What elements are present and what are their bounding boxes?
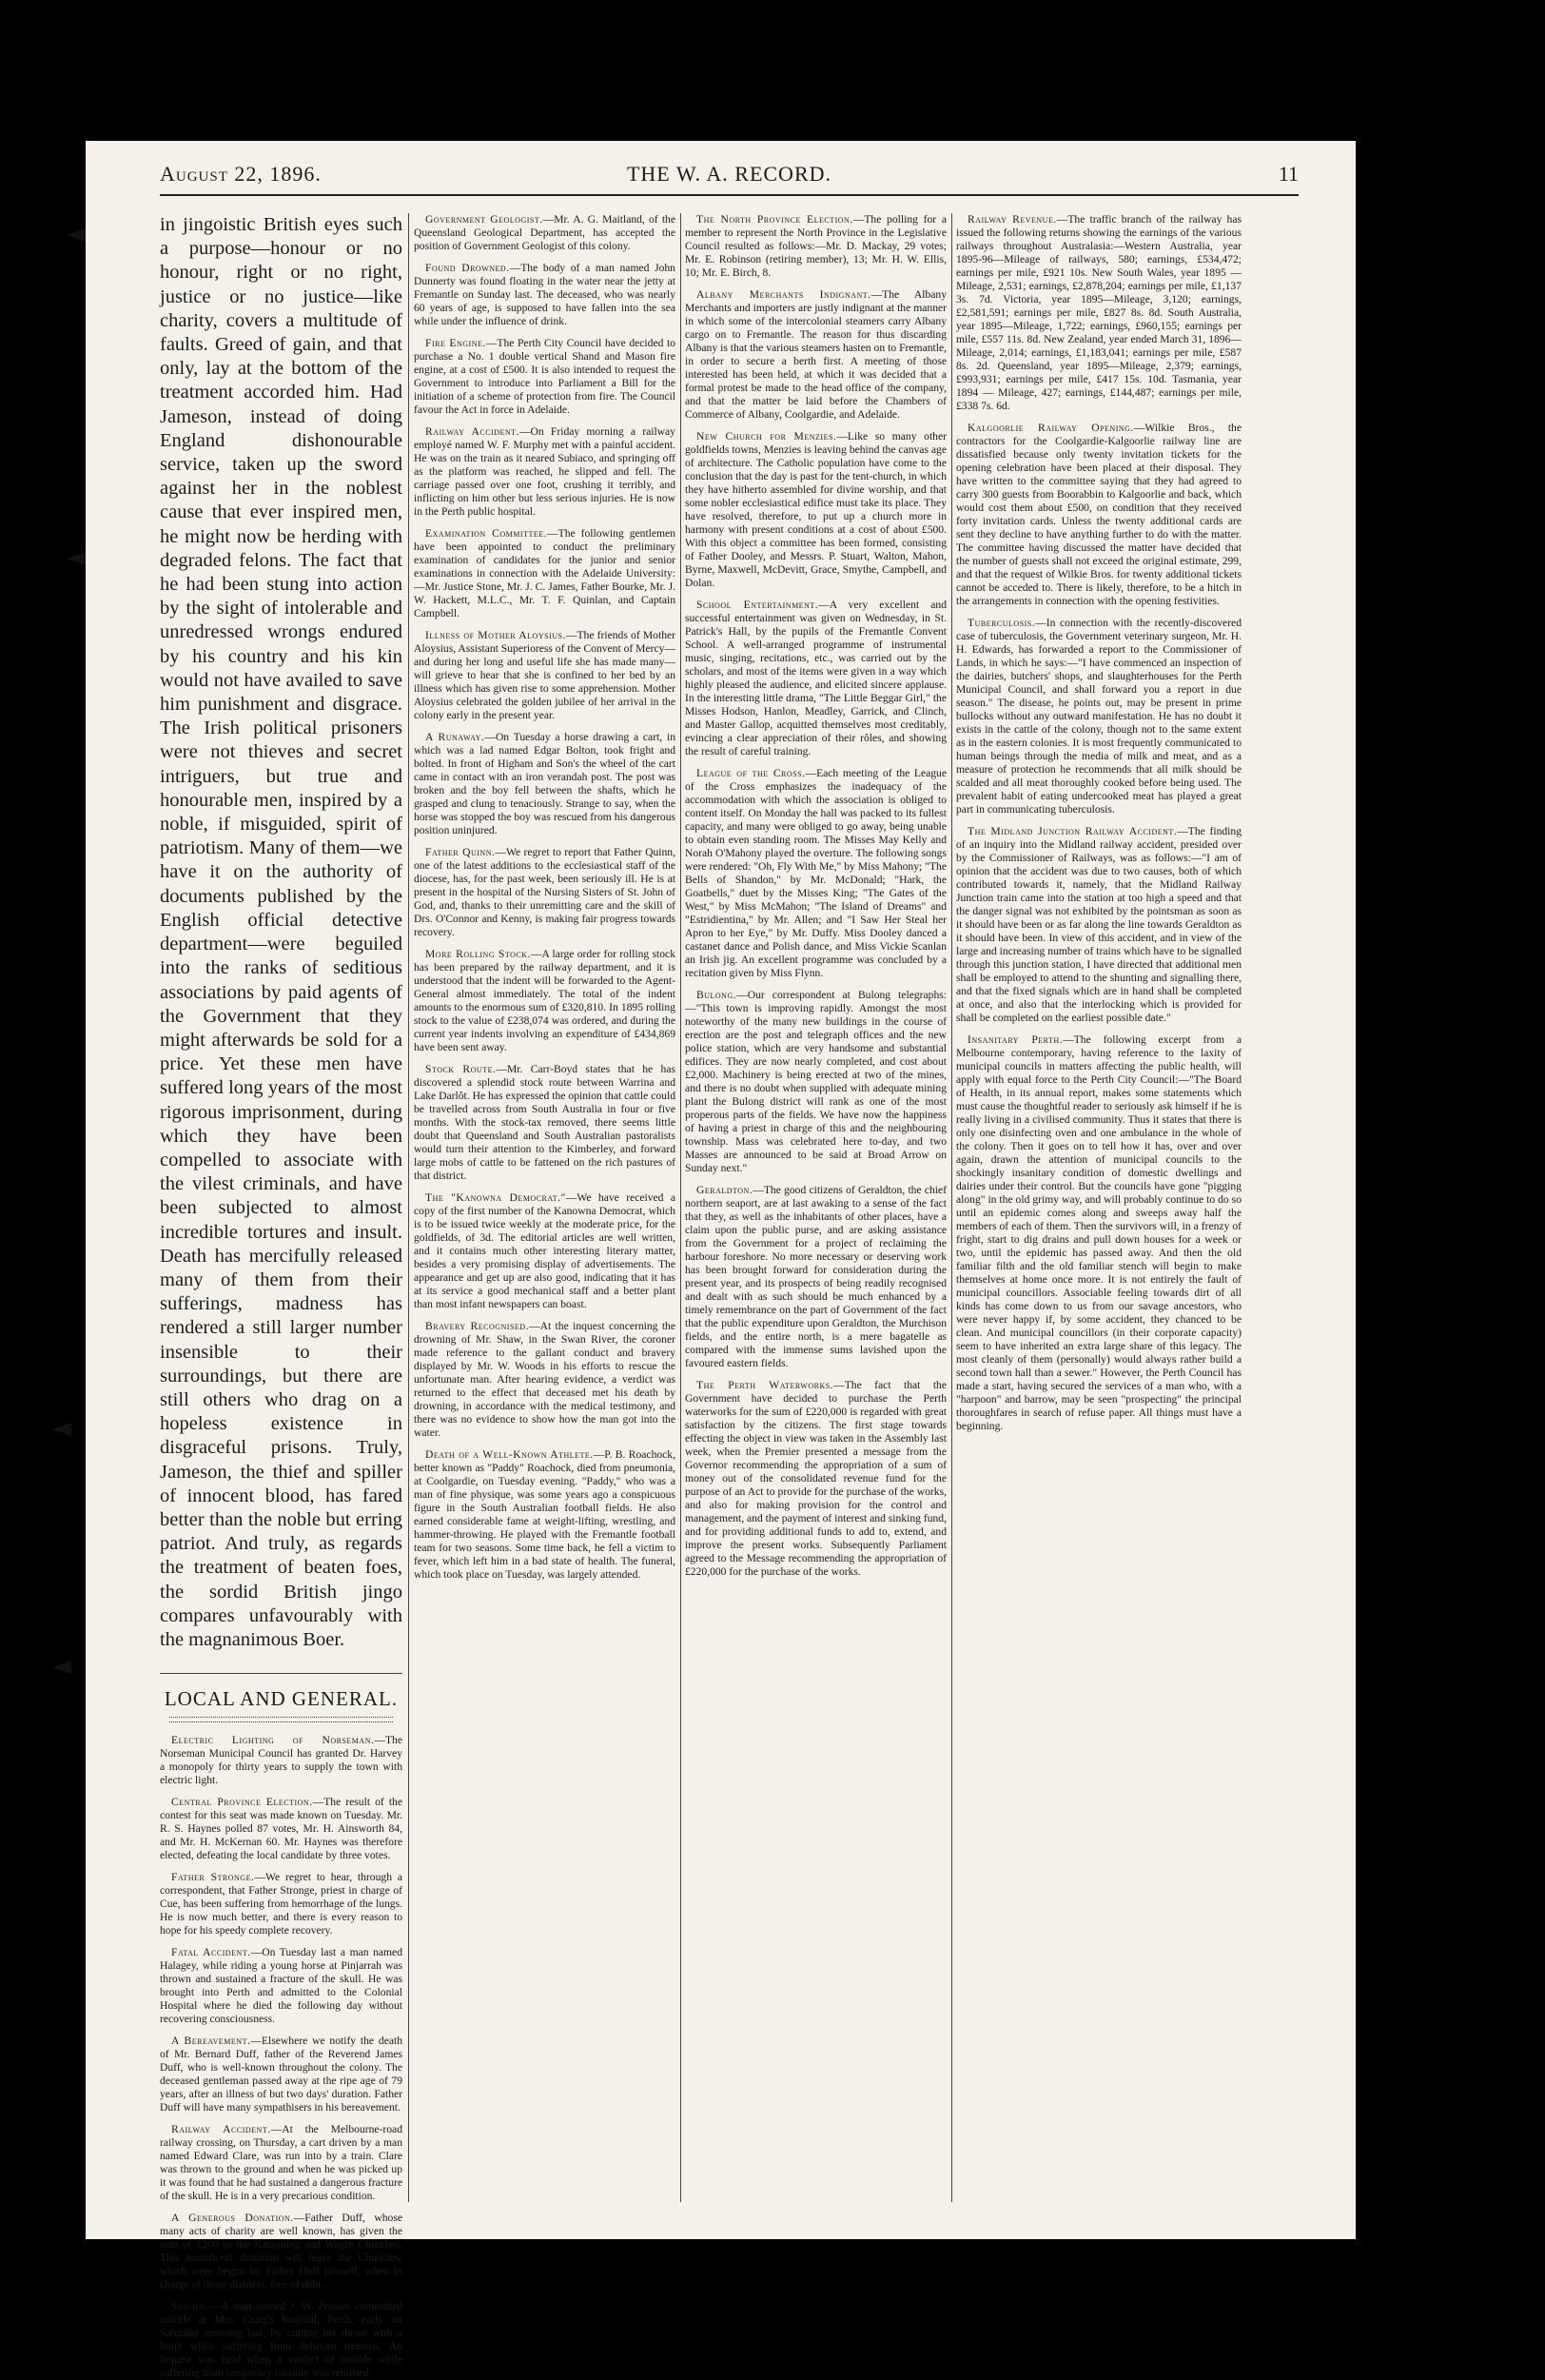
news-item	[414, 846, 675, 939]
item-text: —The Norseman Municipal Council has granted Dr. Harvey a monopoly for thirty years to supply the town with electric light.	[160, 1734, 402, 1787]
news-item	[414, 527, 675, 620]
item-heading: New Church for Menzies.	[696, 430, 837, 443]
news-item	[414, 337, 675, 417]
item-text: —At the inquest concerning the drowning of Mr. Shaw, in the Swan River, the coroner made reference to the gallant conduct and bravery displayed by Mr. W. Woods in his efforts to rescue the unfortunate man. After hearing evidence, a verdict was returned to the effect that deceased met his death by drowning, in accordance with the medical testimony, and there was no evidence to show how the man got into the water.	[414, 1320, 676, 1439]
item-text: —We have received a copy of the first number of the Kanowna Democrat, which is to be issued twice weekly at the moderate price, for the goldfields, of 3d. The editorial articles are well written, and it contains much other interesting literary matter, besides a very promising display of advertisements. The appearance and get up are also good, indicating that it has at its service a good mechanical staff and a better plant than most infant newspapers can boast.	[414, 1191, 675, 1310]
item-text: —Mr. Carr-Boyd states that he has discovered a splendid stock route between Warrina and Lake Darlôt. He has expressed the opinion that cattle could be travelled across from South Australia in four or five months. With the stock-tax removed, there seems little doubt that Queensland and South Australian pastoralists would turn their attention to the Kimberley, and forward large mobs of cattle to be fattened on the rich pastures of that district.	[414, 1063, 675, 1182]
column-4	[956, 213, 1242, 2202]
news-item	[956, 1033, 1242, 1433]
news-item	[956, 825, 1242, 1025]
item-heading: Insanitary Perth.	[968, 1033, 1064, 1046]
news-item	[685, 1184, 947, 1370]
item-text: —A large order for rolling stock has been prepared by the railway department, and it is understood that the indent will be forwarded to the Agent-General almost immediately. The total of the indent amounts to the enormous sum of £320,810. In 1895 rolling stock to the value of £238,074 was ordered, and during the current year indents involving an expenditure of £434,869 have been sent away.	[414, 948, 675, 1053]
news-item	[956, 422, 1242, 608]
item-text: —On Friday morning a railway employé named W. F. Murphy met with a painful accident. He was on the train as it neared Subiaco, and springing off as the platform was reached, he slipped and fell. The carriage passed over one foot, crushing it terribly, and inflicting on him other but less serious injuries. He is now in the Perth public hospital.	[414, 425, 675, 518]
news-item	[160, 1796, 402, 1862]
item-heading: Death of a Well-Known Athlete.	[425, 1448, 594, 1461]
news-item	[414, 731, 675, 837]
news-items	[160, 1734, 402, 2380]
item-text: —The following gentlemen have been appointed to conduct the preliminary examination of candidates for the junior and senior examinations in connection with the Adelaide University:—Mr. Justice Stone, Mr. J. C. James, Father Bourke, Mr. J. W. Hackett, M.L.C., Mr. T. F. Quinlan, and Captain Campbell.	[414, 527, 675, 620]
section-ornament	[169, 1717, 393, 1722]
column-1	[160, 213, 403, 2380]
item-text: —P. B. Roachock, better known as "Paddy" Roachock, died from pneumonia, at Coolgardie, on Tuesday evening. "Paddy," who was a man of fine physique, was some years ago a conspicuous figure in the South Australian football fields. He also earned considerable fame at weight-lifting, wrestling, and hammer-throwing. He played with the Fremantle football team for two seasons. Some time back, he fell a victim to fever, which left him in a bad state of health. The funeral, which took place on Tuesday, was largely attended.	[414, 1448, 676, 1581]
item-text: —The finding of an inquiry into the Midland railway accident, presided over by the Commissioner of Railways, was as follows:—"I am of opinion that the accident was due to two causes, both of which contributed towards it, namely, that the Midland Railway Junction train came into the station at too high a speed and that the danger signal was not exhibited by the pointsman as soon as it should have been or as far along the line towards Geraldton as it should have been. In view of this accident, and in view of the large and increasing number of trains which have to be signalled through this junction station, I have directed that additional men shall be employed to attend to the shunting and signalling there, and that the fixed signals which are in hand shall be completed at once, and also that the interlocking which is provided for shall be completed on the earliest possible date."	[956, 825, 1242, 1024]
item-heading: Railway Accident.	[171, 2123, 271, 2136]
page-number: 11	[1278, 162, 1299, 186]
item-heading: The Midland Junction Railway Accident.	[968, 825, 1178, 837]
item-text: —The result of the contest for this seat was made known on Tuesday. Mr. R. S. Haynes polled 87 votes, Mr. H. Ainsworth 84, and Mr. H. McKernan 60. Mr. Haynes was therefore elected, defeating the local candidate by three votes.	[160, 1796, 402, 1862]
item-heading: Electric Lighting of Norseman.	[171, 1734, 375, 1747]
news-item	[414, 1320, 675, 1440]
item-text: —Our correspondent at Bulong telegraphs:—"This town is improving rapidly. Amongst the most noteworthy of the many new buildings in the course of erection are the post and telegraph offices and the new police station, which are very handsome and substantial edifices. They are now nearly completed, and cost about £2,000. Machinery is being erected at two of the mines, and there is no doubt when supplied with adequate mining plant the Bulong district will rank as one of the most properous parts of the fields. We have now the happiness of having a priest in charge of this and the neighbouring township. Mass was celebrated here to-day, and two Masses are announced to be said at Broad Arrow on Sunday next."	[685, 989, 947, 1174]
item-text: —Wilkie Bros., the contractors for the Coolgardie-Kalgoorlie railway line are dissatisfied because only twenty invitation tickets for the opening celebration have been placed at their disposal. They have written to the committee saying that they had agreed to carry 300 guests from Boorabbin to Kalgoorlie and back, which would cost them about £500, on condition that they received forty invitation cards. Unless the twenty additional cards are sent they decline to have anything further to do with the matter. The committee having discussed the matter have decided that the number of guests shall not exceed the original estimate, 299, and that the request of Wilkie Bros. for twenty additional tickets cannot be acceded to. There is likely, therefore, to be a hitch in the arrangements in connection with the opening festivities.	[956, 422, 1242, 607]
item-heading: School Entertainment.	[696, 599, 819, 611]
news-item	[685, 767, 947, 980]
item-heading: A Generous Donation.	[171, 2212, 294, 2225]
item-heading: Railway Revenue.	[968, 213, 1057, 226]
item-text: —On Tuesday last a man named Halagey, while riding a young horse at Pinjarrah was thrown and sustained a fracture of the skull. He was brought into Perth and admitted to the Colonial Hospital where he died the following day without recovering consciousness.	[160, 1946, 402, 2026]
item-text: —The following excerpt from a Melbourne contemporary, having reference to the laxity of municipal councils in matters affecting the public health, will apply with equal force to the Perth City Council:—"The Board of Health, in its annual report, makes some statements which must cause the thoughtful reader to seriously ask himself if he is really living in a civilised community. Thus it states that there is only one disinfecting oven and one ambulance in the whole of the colony. Then it goes on to tell how it has, over and over again, drawn the attention of municipal councils to the shockingly insanitary condition of domestic dwellings and dairies under their control. But the councils have gone "pigging along" in the old grimy way, and will probably continue to do so until an epidemic comes along and sweeps away half the members of each of them. Then the survivors will, in a frenzy of fright, start to dig drains and pull down houses for a week or two, until the epidemic has passed away. And then the old familiar filth and the old familiar stench will begin to make themselves at home once more. It is not entirely the fault of municipal councillors. Associable feeling towards dirt of all kinds has come down to us from our savage ancestors, who were never happy if, by some accident, they chanced to be clean. And municipal councillors (in their corporate capacity) seem to have inherited an extra large share of this legacy. The most cleanly of them (personally) would always rather build a second town hall than a sewer." However, the Perth Council has made a start, having secured the services of a man who, with a "harpoon" and barrow, may be seen "prospecting" the principal thoroughfares in search of refuse paper. All things must have a beginning.	[956, 1033, 1242, 1432]
news-item	[160, 2035, 402, 2114]
news-item	[685, 599, 947, 758]
item-heading: Geraldton.	[696, 1184, 753, 1196]
item-heading: The North Province Election.	[696, 213, 853, 226]
item-text: —Mr. A. G. Maitland, of the Queensland Geological Department, has accepted the position of Government Geologist of this colony.	[414, 213, 675, 252]
editorial-continuation: in jingoistic British eyes such a purpose—honour or no honour, right or no right, justice or no justice—like charity, covers a multitude of faults. Greed of gain, and that only, lay at the bottom of the treatment accorded him. Had Jameson, instead of doing England dishonourable service, taken up the sword against her in the noblest cause that ever inspired men, he might now be herding with degraded felons. The fact that he had been stung into action by the sight of intolerable and unredressed wrongs endured by his country and his kin would not have availed to save him punishment and disgrace. The Irish political prisoners were not thieves and secret intriguers, but true and honourable men, inspired by a noble, if misguided, spirit of patriotism. Many of them—we have it on the authority of documents published by the English official detective department—were beguiled into the ranks of seditious associations by paid agents of the Government that they might afterwards be sold for a price. Yet these men have suffered long years of the most rigorous imprisonment, during which they have been compelled to associate with the vilest criminals, and have been subjected to almost incredible tortures and insult. Death has mercifully released many of them from their sufferings, madness has rendered a still larger number insensible to their surroundings, but there are still others who drag on a hopeless existence in disgraceful prisons. Truly, Jameson, the thief and spiller of innocent blood, has fared better than the noble but erring patriot. And truly, as regards the treatment of beaten foes, the sordid British jingo compares unfavourably with the magnanimous Boer.	[160, 214, 402, 1650]
news-item	[414, 948, 675, 1054]
news-item	[685, 213, 947, 280]
item-text: —The Perth City Council have decided to purchase a No. 1 double vertical Shand and Mason fire engine, at a cost of £500. It is also intended to request the Government to introduce into Parliament a Bill for the initiation of a scheme of protection from fire. The Council favour the Act in force in Adelaide.	[414, 337, 675, 416]
item-text: —Like so many other goldfields towns, Menzies is leaving behind the canvas age of architecture. The Catholic population have come to the conclusion that the day is past for the tent-church, in which they have hitherto assembled for divine worship, and that some nobler ecclesiastical edifice must take its place. They have resolved, therefore, to put up a church more in harmony with present conditions at a cost of about £500. With this object a committee has been formed, consisting of Father Dooley, and Messrs. P. Stuart, Walton, Mahon, Byrne, Maxwell, McDevitt, Grace, Smythe, Campbell, and Dolan.	[685, 430, 947, 589]
item-heading: Suicide.	[171, 2300, 210, 2313]
item-heading: Father Quinn.	[425, 846, 496, 858]
item-heading: A Bereavement.	[171, 2035, 251, 2048]
column-rule	[951, 213, 952, 2202]
item-text: —A very excellent and successful entertainment was given on Wednesday, in St. Patrick's Hall, by the pupils of the Fremantle Convent School. A well-arranged programme of instrumental music, singing, recitations, etc., was carried out by the scholars, and most of the items were given in a way which highly pleased the audience, and elicited sincere applause. In the interesting little drama, "The Little Beggar Girl," the Misses Hodson, Hanlon, Meadley, Garrick, and Clinch, and Master Gallop, acquitted themselves most creditably, evincing a clear appreciation of their rôles, and showing the result of careful training.	[685, 599, 947, 757]
item-heading: Government Geologist.	[425, 213, 543, 226]
item-heading: Albany Merchants Indignant.	[696, 288, 871, 301]
item-heading: Bravery Recognised.	[425, 1320, 529, 1332]
newspaper-page	[86, 141, 1356, 2380]
news-item	[414, 262, 675, 328]
item-text: —The friends of Mother Aloysius, Assistant Superioress of the Convent of Mercy—and during her long and useful life she has made many—will grieve to hear that she is confined to her bed by an illness which has given rise to some apprehension. Mother Aloysius celebrated the golden jubilee of her arrival in the colony early in the present year.	[414, 629, 676, 721]
news-item	[160, 1946, 402, 2026]
column-rule	[408, 213, 409, 2202]
item-heading: Central Province Election.	[171, 1796, 313, 1809]
newspaper-title: THE W. A. RECORD.	[626, 162, 832, 186]
news-item	[685, 1379, 947, 1579]
item-text: —The body of a man named John Dunnerty was found floating in the water near the jetty at Fremantle on Sunday last. The deceased, who was nearly 60 years of age, is supposed to have fallen into the sea while under the influence of drink.	[414, 262, 675, 327]
issue-date: August 22, 1896.	[160, 162, 322, 186]
margin-arrow-icon	[52, 1423, 71, 1436]
item-text: —A man named J. W. Prosser committed suicide at Mrs. Craig's hospital, Perth, early on Saturday morning last, by cutting his throat with a knife while suffering from delirium tremens. An inquest was held when a verdict of suicide while suffering from temporary insanity was returned.	[160, 2300, 402, 2380]
item-text: —Father Duff, whose many acts of charity are well known, has given the sum of £200 to the Katanning and Wagin Churches. This munificent donation will leave the Churches, which were begun by Father Duff himself, when in charge of those districts, free of debt.	[160, 2212, 402, 2291]
item-text: —In connection with the recently-discovered case of tuberculosis, the Government veterinary surgeon, Mr. H. H. Edwards, has forwarded a report to the Commissioner of Lands, in which he says:—"I have commenced an inspection of the dairies, butchers' shops, and slaughterhouses for the Perth Municipal Council, and shall forward you a report in due season." The disease, he points out, may be present in prime bullocks without any outward manifestation. He has no doubt it exists in the cattle of the colony, though not to the same extent as in the eastern colonies. It is most frequently communicated to human beings through the media of milk and meat, and as a measure of protection he recommends that all milk should be scalded and all meat thoroughly cooked before being used. The prevalent habit of eating undercooked meat has played a great part in communicating tuberculosis.	[956, 617, 1242, 816]
column-3	[685, 213, 947, 2202]
item-heading: Railway Accident.	[425, 425, 519, 438]
news-item	[414, 213, 675, 253]
item-text: —Each meeting of the League of the Cross emphasizes the inadequacy of the accommodation with which the association is obliged to content itself. On Monday the hall was packed to its fullest capacity, and many were obliged to go away, being unable to obtain even standing room. The Misses May Kelly and Norah O'Mahony played the overture. The following songs were rendered: "Oh, Fly With Me," by Miss Mahony; "The Bells of Shandon," by Mr. McDonald; "Hark, the Goatbells," duet by the Misses King; "The Gates of the West," by Miss McMahon; "The Island of Dreams" and "Estridientina," by Mr. Allen; and "I Saw Her Steal her Apron to her Eye," by Mr. Duffy. Miss Dooley danced a castanet dance and Polish dance, and Miss Vickie Scanlan an Irish jig. An excellent programme was concluded by a recitation given by Miss Flynn.	[685, 767, 947, 979]
margin-arrow-icon	[67, 228, 86, 242]
item-text: —Elsewhere we notify the death of Mr. Bernard Duff, father of the Reverend James Duff, who is well-known throughout the colony. The deceased gentleman passed away at the ripe age of 79 years, after an illness of but two days' duration. Father Duff will have many sympathisers in his bereavement.	[160, 2035, 403, 2114]
item-heading: Fatal Accident.	[171, 1946, 251, 1959]
news-item	[160, 2212, 402, 2291]
item-heading: Examination Committee.	[425, 527, 548, 540]
news-item	[414, 1448, 675, 1582]
news-item	[160, 1871, 402, 1937]
news-item	[414, 425, 675, 519]
item-heading: Father Stronge.	[171, 1871, 255, 1884]
item-heading: Tuberculosis.	[968, 617, 1036, 629]
item-heading: Bulong.	[696, 989, 737, 1001]
item-heading: League of the Cross.	[696, 767, 806, 779]
news-item	[160, 1734, 402, 1787]
item-text: —The fact that the Government have decided to purchase the Perth waterworks for the sum of £220,000 is regarded with great satisfaction by the citizens. The first stage towards effecting the object in view was taken in the Assembly last week, when the Premier presented a message from the Governor recommending the appropriation of a sum of money out of the consolidated revenue fund for the purpose of an Act to provide for the purchase of the works, and also for making provision for the control and management, and the payment of interest and sinking fund, and for providing additional funds to add to, extend, and improve the present works. Subsequently Parliament agreed to the Message recommending the appropriation of £220,000 for the purchase of the works.	[685, 1379, 947, 1578]
item-heading: The "Kanowna Democrat."	[425, 1191, 566, 1204]
item-text: —We regret to hear, through a correspondent, that Father Stronge, priest in charge of Cue, has been suffering from hemorrhage of the lungs. He is now much better, and there is every reason to hope for his speedy complete recovery.	[160, 1871, 402, 1937]
news-item	[414, 1063, 675, 1183]
section-title: LOCAL AND GENERAL.	[160, 1673, 402, 1711]
margin-arrow-icon	[52, 1661, 71, 1674]
item-heading: A Runaway.	[425, 731, 485, 743]
column-2	[414, 213, 675, 2202]
news-item	[414, 629, 675, 722]
news-item	[160, 2300, 402, 2380]
news-item	[956, 617, 1242, 816]
column-rule	[680, 213, 681, 2202]
item-heading: Fire Engine.	[425, 337, 486, 349]
news-item	[160, 2123, 402, 2203]
news-item	[685, 430, 947, 590]
item-text: —The Albany Merchants and importers are justly indignant at the manner in which some of the intercolonial steamers carry Albany cargo on to Fremantle. The reason for thus discarding Albany is that the various steamers hasten on to Fremantle, in order to secure a berth first. A meeting of those interested has been held, at which it was decided that a formal protest be made to the head office of the company, and that the matter be laid before the Chambers of Commerce of Albany, Coolgardie, and Adelaide.	[685, 288, 948, 421]
item-text: —The good citizens of Geraldton, the chief northern seaport, are at last awaking to a sense of the fact that they, as well as the inhabitants of other places, have a claim upon the public purse, and are asking assistance from the Government for a project of reclaiming the harbour foreshore. No more necessary or deserving work has been brought forward for consideration during the present year, and its prospects of being readily recognised and dealt with as such should be much enhanced by a timely remembrance on the part of Government of the fact that the public expenditure upon Geraldton, the Murchison fields, and the entire north, is a mere bagatelle as compared with the immense sums lavished upon the favoured eastern fields.	[685, 1184, 947, 1369]
item-heading: Kalgoorlie Railway Opening.	[968, 422, 1134, 434]
news-item	[685, 288, 947, 422]
item-heading: Stock Route.	[425, 1063, 497, 1075]
item-text: —On Tuesday a horse drawing a cart, in which was a lad named Edgar Bolton, took fright and bolted. In front of Higham and Son's the wheel of the cart came in contact with an iron verandah post. The post was broken and the boy fell between the shafts, which he grasped and clung to tenaciously. Strange to say, when the horse was stopped the boy was rescued from his dangerous position uninjured.	[414, 731, 675, 836]
page-header	[160, 158, 1299, 196]
item-heading: More Rolling Stock.	[425, 948, 531, 960]
news-item	[956, 213, 1242, 413]
item-heading: Found Drowned.	[425, 262, 510, 274]
item-text: —The traffic branch of the railway has issued the following returns showing the earnings of the various railways throughout Australasia:—Western Australia, year 1895-96—Mileage of railways, 580; earnings, £534,472; earnings per mile, £921 10s. New South Wales, year 1895 — Mileage, 2,531; earnings, £2,878,204; earnings per mile, £1,137 3s. 7d. Victoria, year 1895—Mileage, 3,120; earnings, £2,581,591; earnings per mile, £827 8s. 8d. South Australia, year 1895—Mileage, 1,722; earnings, £960,155; earnings per mile, £557 11s. 8d. New Zealand, year ended March 31, 1896—Mileage, 2,014; earnings, £1,183,041; earnings per mile, £587 8s. 2d. Queensland, year 1895—Mileage, 2,379; earnings, £993,931; earnings per mile, £417 15s. 10d. Tasmania, year 1894 — Mileage, 427; earnings, £144,487; earnings per mile, £338 7s. 6d.	[956, 213, 1242, 412]
item-heading: Illness of Mother Aloysius.	[425, 629, 566, 641]
item-text: —The polling for a member to represent the North Province in the Legislative Council resulted as follows:—Mr. D. Mackay, 29 votes; Mr. E. Robinson (retiring member), 13; Mr. H. W. Ellis, 10; Mr. E. Birch, 8.	[685, 213, 947, 279]
margin-arrow-icon	[67, 552, 86, 565]
item-text: —At the Melbourne-road railway crossing, on Thursday, a cart driven by a man named Edward Clare, was run into by a train. Clare was thrown to the ground and when he was picked up it was found that he had sustained a dangerous fracture of the skull. He is in a very precarious condition.	[160, 2123, 402, 2203]
item-heading: The Perth Waterworks.	[696, 1379, 834, 1391]
news-item	[414, 1191, 675, 1311]
news-item	[685, 989, 947, 1175]
item-text: —We regret to report that Father Quinn, one of the latest additions to the ecclesiastical staff of the diocese, has, for the past week, been seriously ill. He is at present in the hospital of the Nursing Sisters of St. John of God, and, thanks to their unremitting care and the skill of Drs. O'Connor and Kenny, is making fair progress towards recovery.	[414, 846, 675, 938]
